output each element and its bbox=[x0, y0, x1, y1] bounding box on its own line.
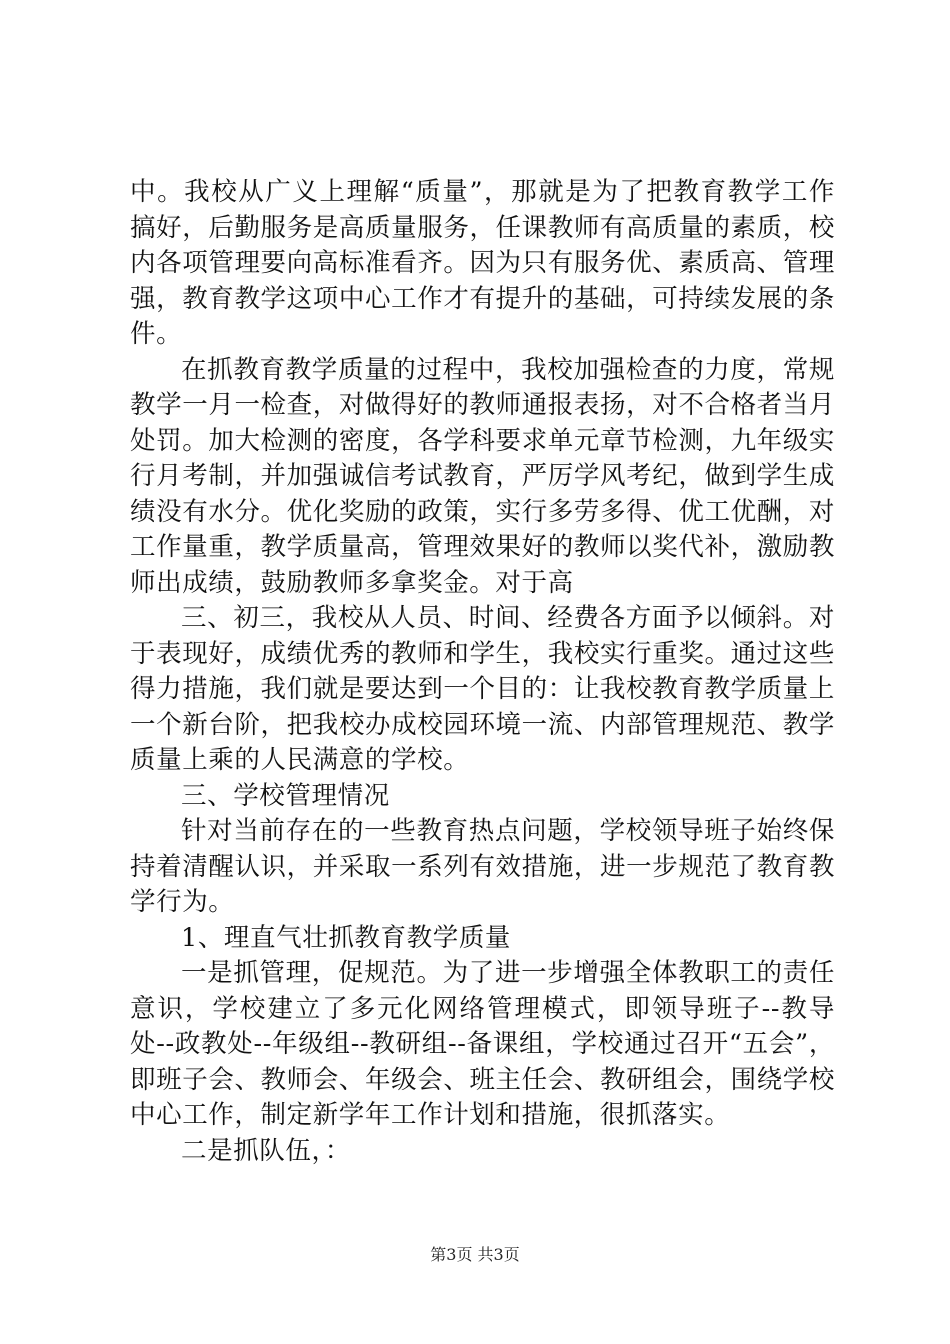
paragraph-quality-inspection: 在抓教育教学质量的过程中，我校加强检查的力度，常规教学一月一检查，对做得好的教师通报表扬，对不合格者当月处罚。加大检测的密度，各学科要求单元章节检测，九年级实行月考制，并加强诚信考试教育，严厉学风考纪，做到学生成绩没有水分。优化奖励的政策，实行多劳多得、优工优酬，对工作量重，教学质量高，管理效果好的教师以奖代补，激励教师出成绩，鼓励教师多拿奖金。对于高 bbox=[130, 354, 835, 598]
subheading-teaching-quality: 1、理直气壮抓教育教学质量 bbox=[181, 922, 512, 953]
paragraph-team-building: 二是抓队伍，： bbox=[181, 1135, 351, 1166]
document-body bbox=[130, 175, 835, 1169]
paragraph-continuation: 中。我校从广义上理解“质量”，那就是为了把教育教学工作搞好，后勤服务是高质量服务，任课教师有高质量的素质，校内各项管理要向高标准看齐。因为只有服务优、素质高、管理强，教育教学这项中心工作才有提升的基础，可持续发展的条件。 bbox=[130, 177, 835, 349]
paragraph-management-standards: 一是抓管理，促规范。为了进一步增强全体教职工的责任意识，学校建立了多元化网络管理模式，即领导班子--教导处--政教处--年级组--教研组--备课组，学校通过召开“五会”，即班子会、教师会、年级会、班主任会、教研组会，围绕学校中心工作，制定新学年工作计划和措施，很抓落实。 bbox=[130, 958, 835, 1130]
paragraph-hot-issues: 针对当前存在的一些教育热点问题，学校领导班子始终保持着清醒认识，并采取一系列有效措施，进一步规范了教育教学行为。 bbox=[130, 816, 835, 917]
paragraph-grade-three-support: 三、初三，我校从人员、时间、经费各方面予以倾斜。对于表现好，成绩优秀的教师和学生，我校实行重奖。通过这些得力措施，我们就是要达到一个目的：让我校教育教学质量上一个新台阶，把我校办成校园环境一流、内部管理规范、教学质量上乘的人民满意的学校。 bbox=[130, 603, 835, 775]
page-number-label: 第3页 共3页 bbox=[430, 1245, 520, 1264]
page-footer bbox=[0, 1244, 950, 1266]
section-heading-school-management: 三、学校管理情况 bbox=[181, 780, 390, 811]
